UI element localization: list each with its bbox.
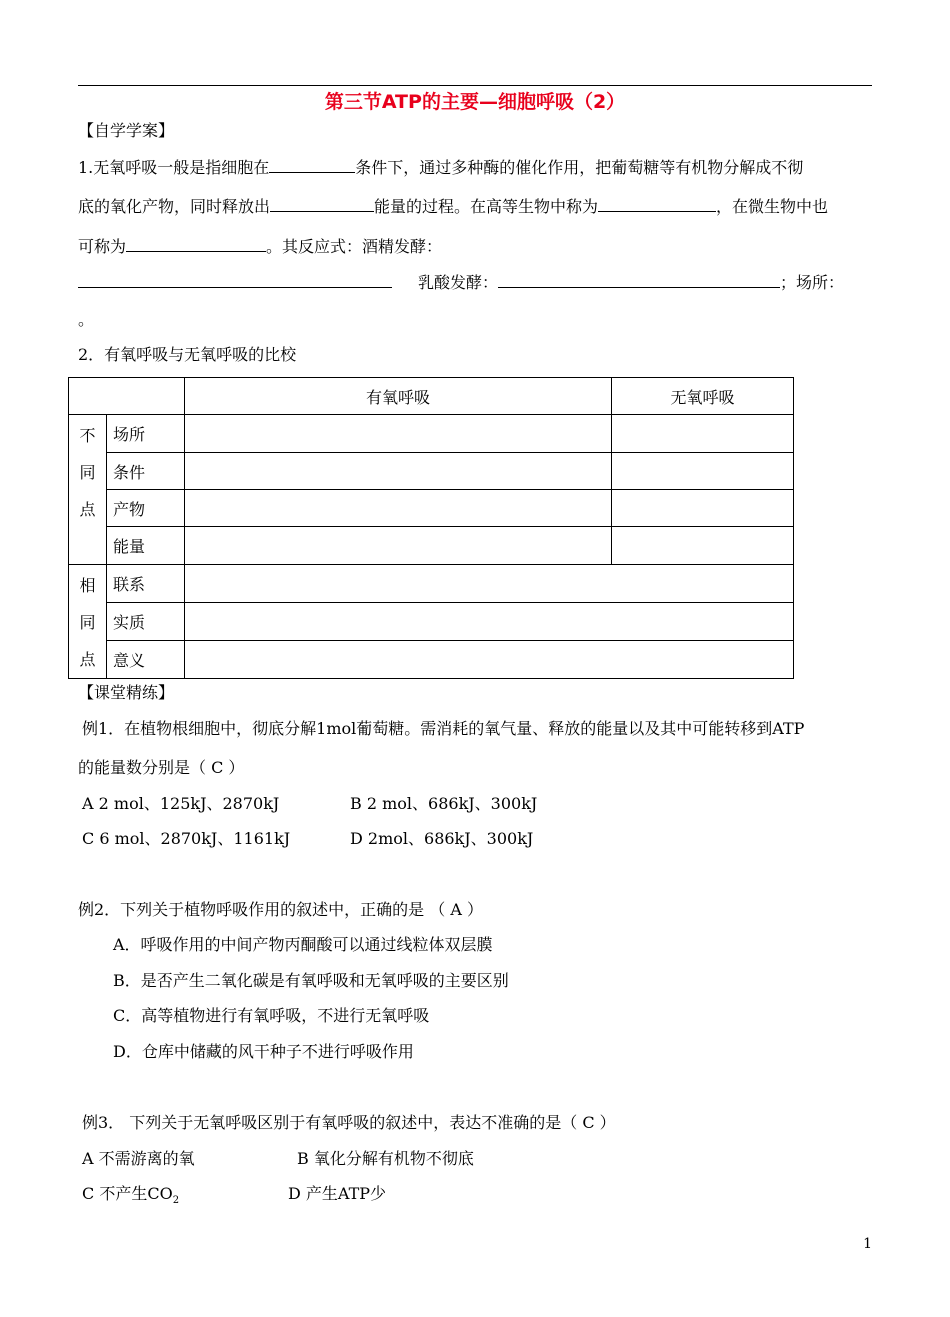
fill-blank[interactable] — [498, 273, 780, 288]
row-label: 条件 — [107, 453, 185, 490]
section-practice: 【课堂精练】 — [78, 683, 175, 702]
ex2-option-b: B．是否产生二氧化碳是有氧呼吸和无氧呼吸的主要区别 — [113, 971, 509, 990]
q1-line5: 。 — [78, 310, 95, 329]
group-label-different — [69, 415, 107, 565]
q1-text: 可称为 — [78, 237, 127, 256]
q1-text: 1.无氧呼吸一般是指细胞在 — [78, 158, 270, 177]
fill-blank[interactable] — [78, 273, 392, 288]
table-row — [69, 490, 794, 527]
group-label-same — [69, 565, 107, 679]
q1-text: 乳酸发酵： — [418, 273, 499, 292]
q1-text: 底的氧化产物，同时释放出 — [78, 197, 271, 216]
table-row — [69, 565, 794, 603]
comparison-table — [68, 377, 794, 679]
answer-cell[interactable] — [612, 490, 794, 527]
row-label: 意义 — [107, 641, 185, 679]
table-row — [69, 415, 794, 453]
ex1-option-b: B 2 mol、686kJ、300kJ — [350, 794, 538, 813]
ex3-stem: 例3． 下列关于无氧呼吸区别于有氧呼吸的叙述中，表达不准确的是（ C ） — [82, 1113, 616, 1132]
q1-text: 能量的过程。在高等生物中称为 — [374, 197, 599, 216]
group-char: 相 — [79, 576, 96, 595]
col-header-aerobic: 有氧呼吸 — [185, 378, 612, 415]
ex2-option-d: D．仓库中储藏的风干种子不进行呼吸作用 — [113, 1042, 414, 1061]
ex1-option-c: C 6 mol、2870kJ、1161kJ — [82, 829, 291, 848]
answer-cell[interactable] — [185, 415, 612, 453]
ex3-option-c — [82, 1186, 179, 1206]
answer-cell[interactable] — [185, 453, 612, 490]
fill-blank[interactable] — [270, 197, 374, 212]
page-number: 1 — [863, 1236, 872, 1252]
table-row — [69, 641, 794, 679]
header-rule — [78, 85, 872, 86]
ex2-option-a: A．呼吸作用的中间产物丙酮酸可以通过线粒体双层膜 — [113, 935, 493, 954]
ex1-stem-line2: 的能量数分别是（ C ） — [78, 758, 245, 777]
table-row — [69, 453, 794, 490]
fill-blank[interactable] — [598, 197, 716, 212]
q1-line2 — [78, 197, 828, 215]
q1-line3 — [78, 237, 442, 255]
row-label: 实质 — [107, 603, 185, 641]
ex1-option-d: D 2mol、686kJ、300kJ — [350, 829, 534, 848]
ex2-stem: 例2．下列关于植物呼吸作用的叙述中，正确的是 （ A ） — [78, 900, 483, 919]
q1-text: 条件下，通过多种酶的催化作用，把葡萄糖等有机物分解成不彻 — [355, 158, 804, 177]
group-char: 点 — [79, 500, 96, 519]
ex3-option-b: B 氧化分解有机物不彻底 — [297, 1149, 474, 1168]
answer-cell[interactable] — [612, 453, 794, 490]
table-row — [69, 603, 794, 641]
row-label: 联系 — [107, 565, 185, 603]
ex2-option-c: C．高等植物进行有氧呼吸，不进行无氧呼吸 — [113, 1006, 430, 1025]
row-label: 场所 — [107, 415, 185, 453]
q1-text: ；场所： — [780, 273, 845, 292]
answer-cell[interactable] — [185, 565, 794, 603]
table-header-row — [69, 378, 794, 415]
subscript: 2 — [172, 1195, 180, 1207]
q1-line4 — [78, 273, 844, 291]
q1-text: ，在微生物中也 — [716, 197, 829, 216]
group-char: 不 — [79, 426, 96, 445]
group-char: 同 — [79, 463, 96, 482]
table-row — [69, 527, 794, 565]
answer-cell[interactable] — [612, 527, 794, 565]
fill-blank[interactable] — [126, 237, 266, 252]
q1-text: 。其反应式：酒精发酵： — [266, 237, 443, 256]
answer-cell[interactable] — [185, 641, 794, 679]
page-title: 第三节ATP的主要—细胞呼吸（2） — [324, 91, 626, 113]
row-label: 产物 — [107, 490, 185, 527]
group-char: 同 — [79, 613, 96, 632]
q1-line1 — [78, 158, 803, 176]
section-self-study: 【自学学案】 — [78, 121, 175, 140]
ex3-option-c-text: C 不产生CO — [82, 1184, 173, 1203]
fill-blank[interactable] — [269, 158, 355, 173]
ex1-option-a: A 2 mol、125kJ、2870kJ — [82, 794, 280, 813]
answer-cell[interactable] — [185, 527, 612, 565]
q2-heading: 2．有氧呼吸与无氧呼吸的比校 — [78, 345, 297, 364]
ex1-stem-line1: 例1．在植物根细胞中，彻底分解1mol葡萄糖。需消耗的氧气量、释放的能量以及其中可能转移到ATP — [82, 719, 805, 738]
answer-cell[interactable] — [612, 415, 794, 453]
ex3-option-d: D 产生ATP少 — [288, 1184, 387, 1203]
answer-cell[interactable] — [185, 603, 794, 641]
table-corner-cell — [69, 378, 185, 415]
answer-cell[interactable] — [185, 490, 612, 527]
row-label: 能量 — [107, 527, 185, 565]
col-header-anaerobic: 无氧呼吸 — [612, 378, 794, 415]
ex3-option-a: A 不需游离的氧 — [82, 1149, 195, 1168]
group-char: 点 — [79, 650, 96, 669]
